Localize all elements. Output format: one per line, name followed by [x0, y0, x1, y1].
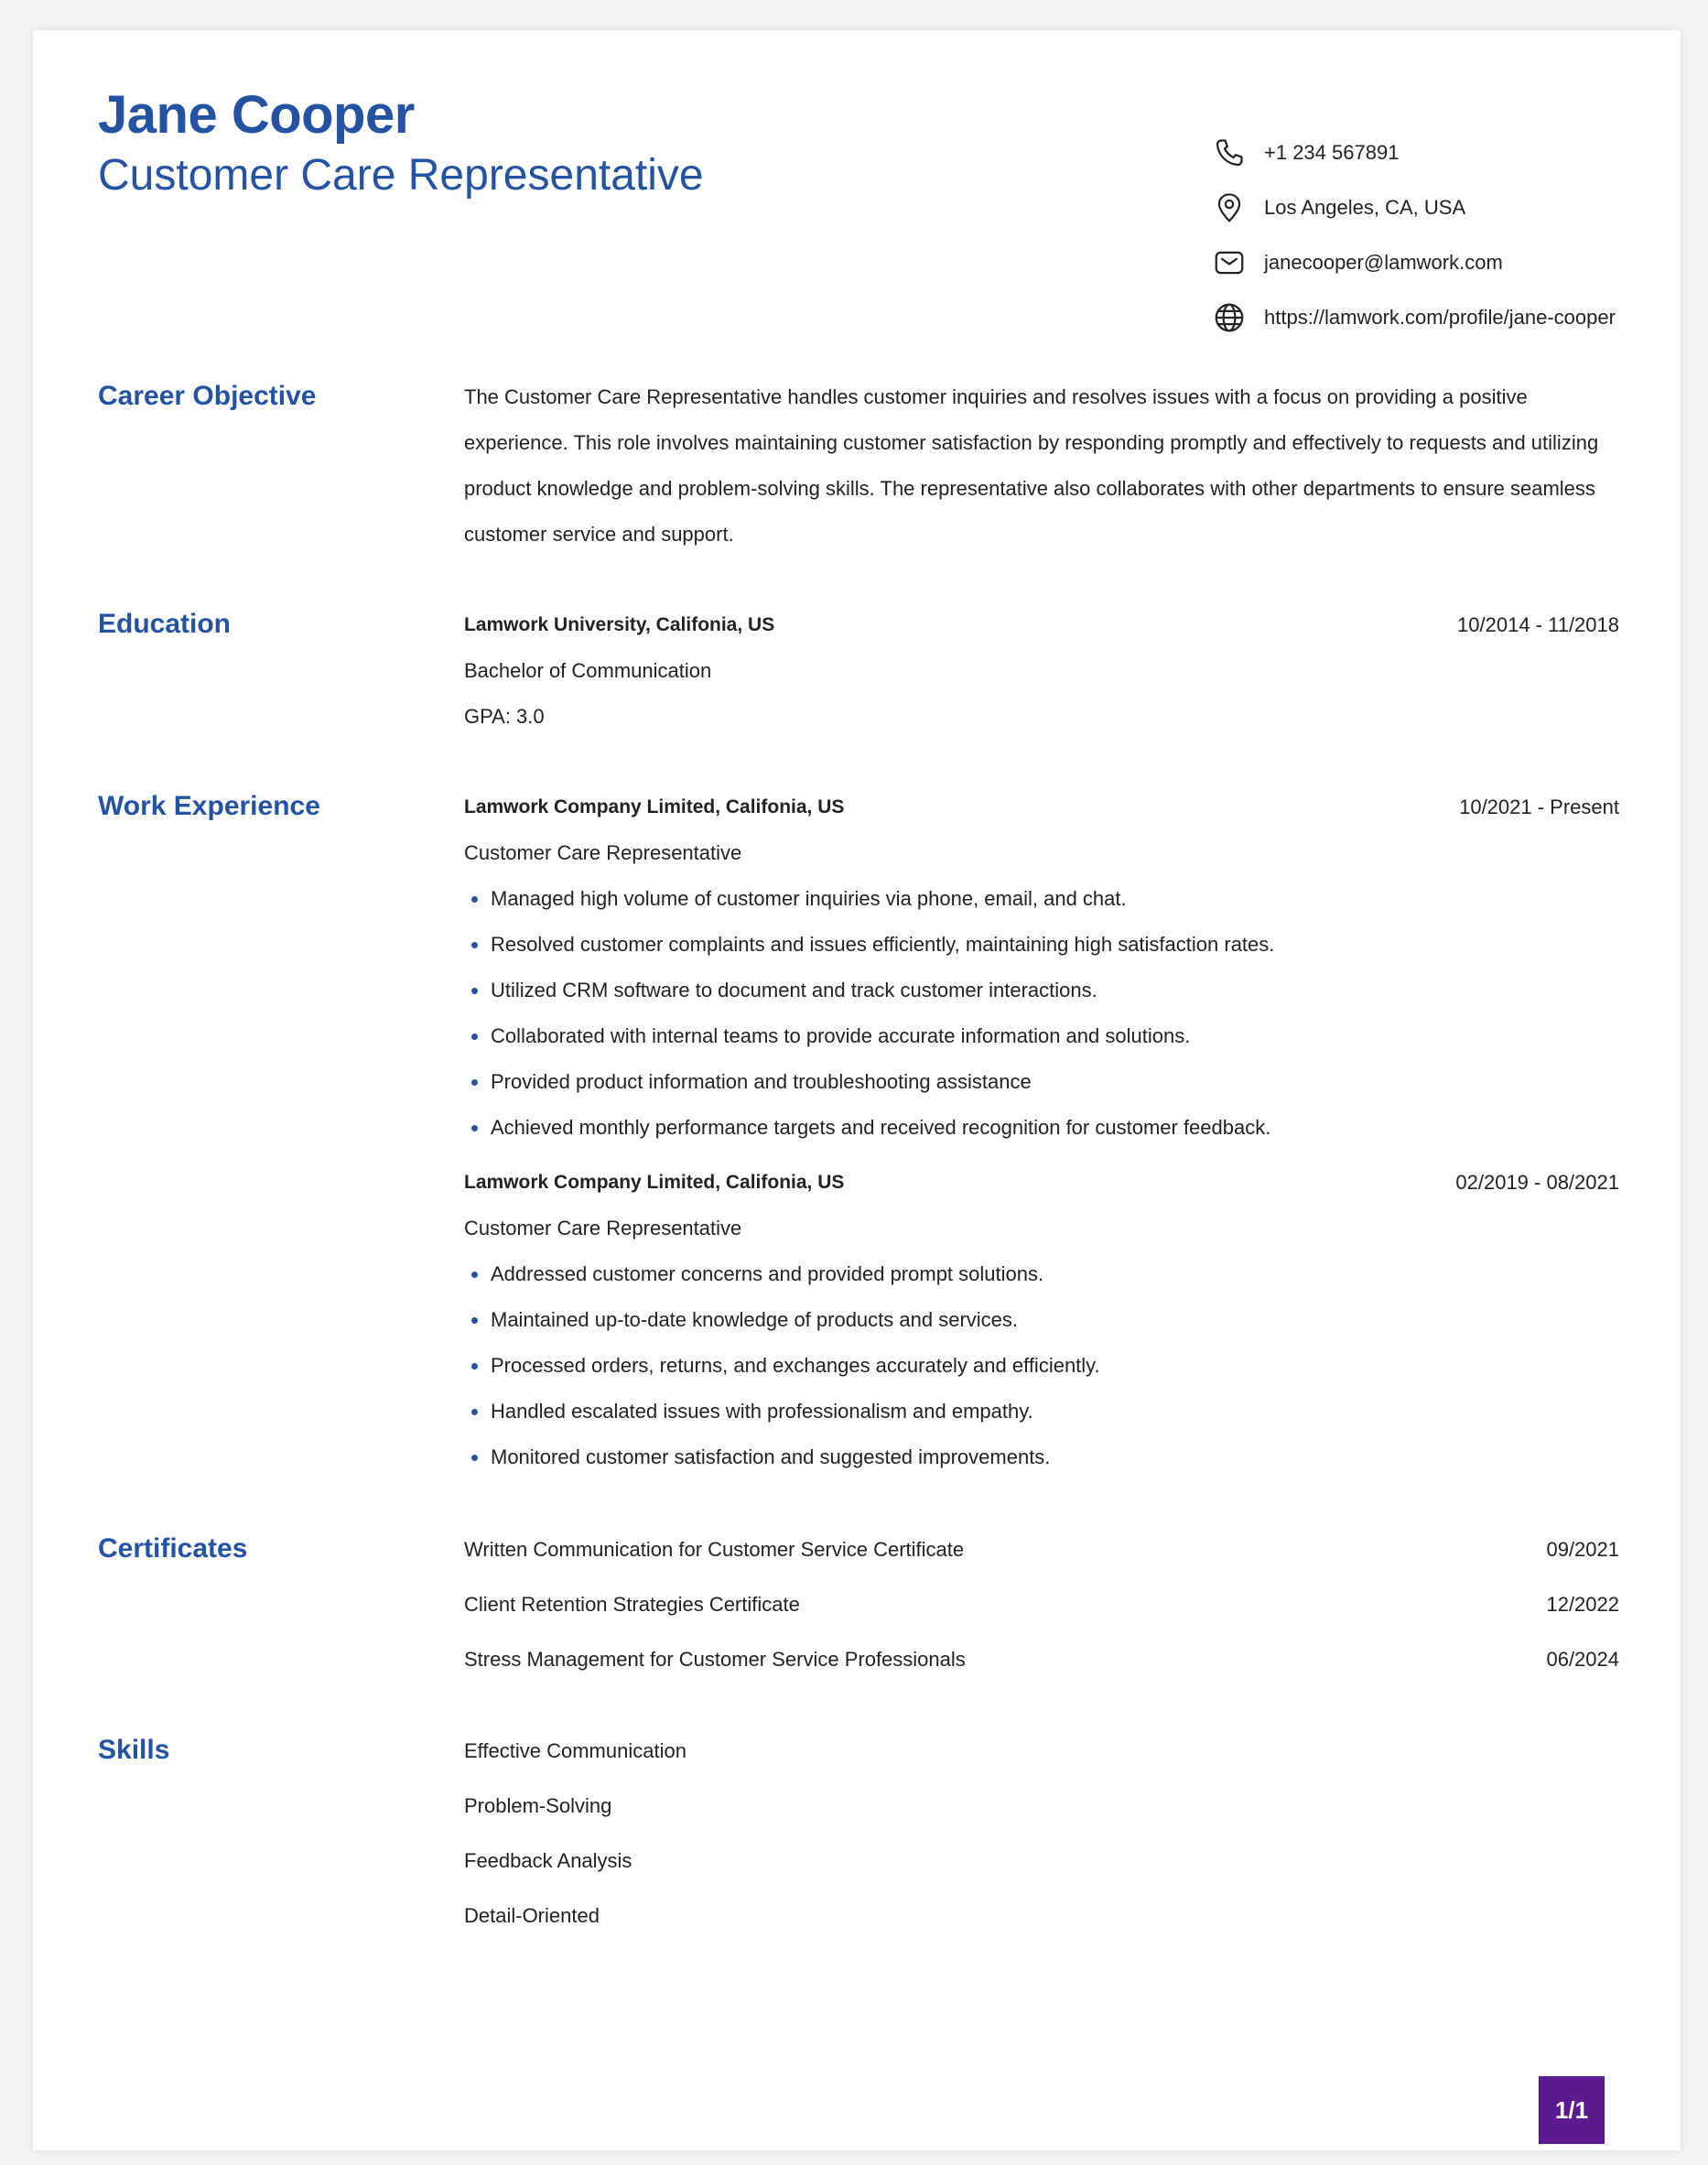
certificate-row: [464, 1632, 1619, 1687]
work-entry-header: [464, 1160, 1619, 1206]
section-title: Certificates: [98, 1533, 248, 1564]
contact-email: [1211, 235, 1669, 290]
work-position: Customer Care Representative: [464, 841, 742, 864]
work-entry-header: [464, 785, 1619, 830]
list-item: Collaborated with internal teams to provide accurate information and solutions.: [464, 1013, 1619, 1059]
phone-text[interactable]: +1 234 567891: [1264, 141, 1400, 164]
list-item: Provided product information and troubleshooting assistance: [464, 1059, 1619, 1105]
list-item: Achieved monthly performance targets and received recognition for customer feedback.: [464, 1105, 1619, 1151]
website-link[interactable]: https://lamwork.com/profile/jane-cooper: [1264, 306, 1616, 329]
work-entry: [464, 785, 1619, 1151]
list-item: Addressed customer concerns and provided prompt solutions.: [464, 1251, 1619, 1297]
contact-website: [1211, 290, 1669, 345]
work-bullets: [464, 1251, 1619, 1480]
list-item: Processed orders, returns, and exchanges accurately and efficiently.: [464, 1343, 1619, 1389]
list-item: Handled escalated issues with professionalism and empathy.: [464, 1389, 1619, 1434]
certificate-row: [464, 1522, 1619, 1577]
certificate-date: 09/2021: [1546, 1538, 1619, 1561]
education-entry-header: [464, 602, 1619, 648]
work-company: Lamwork Company Limited, Califonia, US: [464, 796, 845, 817]
education-degree: Bachelor of Communication: [464, 659, 712, 682]
list-item: Utilized CRM software to document and track customer interactions.: [464, 968, 1619, 1013]
candidate-role: Customer Care Representative: [98, 151, 704, 200]
skill-item: Effective Communication: [464, 1739, 686, 1762]
certificate-date: 06/2024: [1546, 1648, 1619, 1671]
section-title: Education: [98, 609, 232, 639]
certificate-date: 12/2022: [1546, 1593, 1619, 1616]
work-bullets: [464, 876, 1619, 1151]
work-entry: [464, 1160, 1619, 1480]
section-title: Skills: [98, 1735, 170, 1765]
phone-icon: [1211, 135, 1248, 171]
work-company: Lamwork Company Limited, Califonia, US: [464, 1172, 845, 1193]
certificate-name: Stress Management for Customer Service Professionals: [464, 1648, 966, 1671]
location-pin-icon: [1211, 189, 1248, 226]
contact-location: [1211, 180, 1669, 235]
certificate-row: [464, 1577, 1619, 1632]
candidate-name: Jane Cooper: [98, 85, 415, 145]
education-dates: 10/2014 - 11/2018: [1457, 613, 1619, 636]
skill-item: Detail-Oriented: [464, 1904, 600, 1927]
skill-item: Feedback Analysis: [464, 1849, 632, 1872]
envelope-icon: [1211, 244, 1248, 281]
section-body: [464, 1724, 1619, 1943]
list-item: Managed high volume of customer inquiries via phone, email, and chat.: [464, 876, 1619, 922]
education-institution: Lamwork University, Califonia, US: [464, 614, 775, 635]
certificate-name: Client Retention Strategies Certificate: [464, 1593, 800, 1616]
section-title: Career Objective: [98, 381, 317, 411]
section-body: [464, 791, 1619, 1480]
work-dates: 10/2021 - Present: [1459, 796, 1619, 818]
list-item: Monitored customer satisfaction and suggested improvements.: [464, 1434, 1619, 1480]
section-title: Work Experience: [98, 791, 320, 821]
page-indicator: 1/1: [1539, 2076, 1605, 2144]
objective-text: The Customer Care Representative handles customer inquiries and resolves issues with a focus on providing a positive experience. This role involves maintaining customer satisfaction by responding promptly and effectively to requests and utilizing product knowledge and problem-solving skills. The representative also collaborates with other departments to ensure seamless customer service and support.: [464, 385, 1599, 546]
section-body: [464, 1522, 1619, 1687]
contact-block: [1211, 125, 1669, 345]
contact-phone: [1211, 125, 1669, 180]
resume-page: [33, 30, 1681, 2150]
section-body: [464, 609, 1619, 740]
work-position: Customer Care Representative: [464, 1217, 742, 1239]
education-gpa: GPA: 3.0: [464, 705, 545, 728]
section-body: [464, 381, 1619, 557]
location-text: Los Angeles, CA, USA: [1264, 196, 1466, 219]
email-text[interactable]: janecooper@lamwork.com: [1264, 251, 1503, 274]
list-item: Maintained up-to-date knowledge of products and services.: [464, 1297, 1619, 1343]
work-dates: 02/2019 - 08/2021: [1455, 1171, 1619, 1194]
list-item: Resolved customer complaints and issues efficiently, maintaining high satisfaction rates.: [464, 922, 1619, 968]
globe-icon: [1211, 299, 1248, 336]
skill-item: Problem-Solving: [464, 1794, 612, 1817]
certificate-name: Written Communication for Customer Service Certificate: [464, 1538, 965, 1561]
